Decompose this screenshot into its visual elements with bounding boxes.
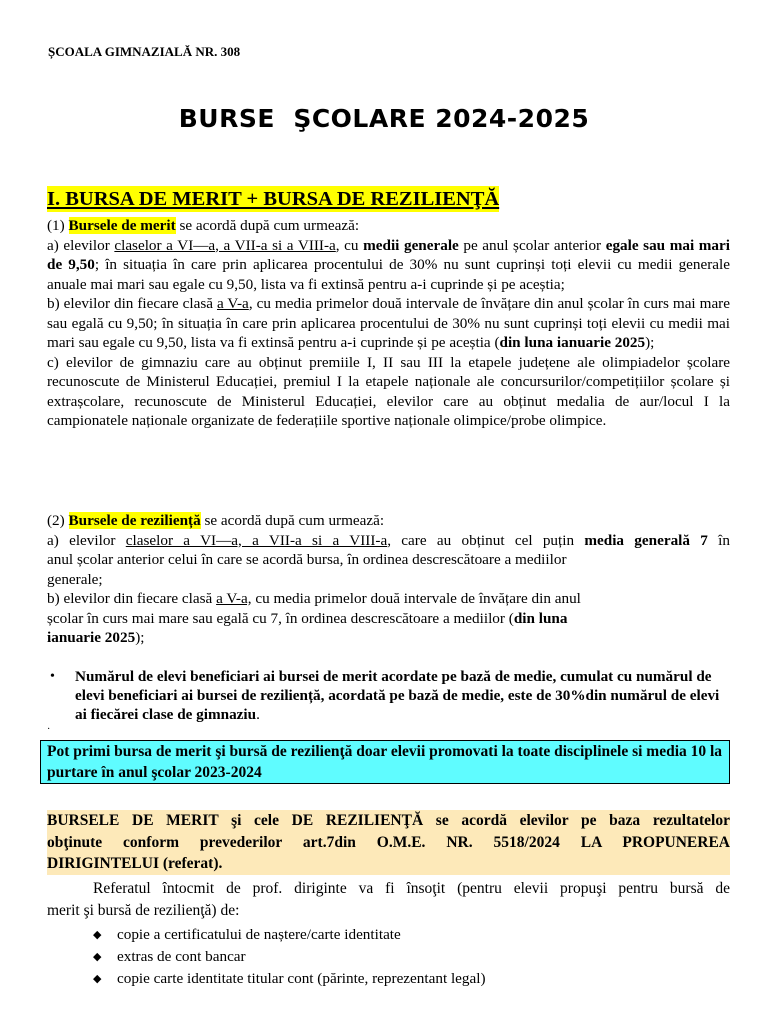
bullet-text: Numărul de elevi beneficiari ai bursei de merit acordate pe bază de medie, cumulat cu numărul de elevi beneficiari ai bursei de reziliență, acordată pe bază de medie, este de 30%din numărul de elevi ai fiecărei clase de gimnaziu. xyxy=(75,668,720,723)
diamond-bullet-icon: ◆ xyxy=(93,929,102,941)
legal-basis-line2: obţinute conform prevederilor art.7din O.M.E. NR. 5518/2024 LA PROPUNEREA xyxy=(47,833,730,851)
bullet-icon: • xyxy=(50,669,55,684)
referat-paragraph xyxy=(47,878,730,921)
list-item: ◆ copie a certificatului de naștere/carte identitate xyxy=(93,924,486,946)
merit-item-c: c) elevilor de gimnaziu care au obținut premiile I, II sau III la etapele județene ale olimpiadelor școlare recunoscute de Ministerul Educației, premiul I la etapele naționale ale concursurilor/competițiilor școlare și extrașcolare, recunoscute de Ministerul Educației, elevilor care au obținut medalia de aur/locul I la campionatele naționale organizate de federațiile sportive naționale olimpice/probe olimpice. xyxy=(47,353,730,429)
referat-line1: Referatul întocmit de prof. diriginte va fi însoţit (pentru elevii propuşi pentru bursă de xyxy=(93,880,730,897)
diamond-bullet-icon: ◆ xyxy=(93,973,102,985)
rezilienta-item-a-line3: generale; xyxy=(47,570,103,588)
rezilienta-item-b-line2: școlar în curs mai mare sau egală cu 7, în ordinea descrescătoare a mediilor (din luna xyxy=(47,609,568,627)
list-item: ◆ copie carte identitate titular cont (părinte, reprezentant legal) xyxy=(93,968,486,990)
rezilienta-item-a: a) elevilor claselor a VI—a, a VII-a si a VIII-a, care au obținut cel puțin media generală 7 în xyxy=(47,531,730,549)
rezilienta-paragraph xyxy=(47,511,730,648)
merit-highlight: Bursele de merit xyxy=(68,217,176,234)
rezilienta-item-a-line2: anul școlar anterior celui în care se acordă bursa, în ordinea descrescătoare a mediilor xyxy=(47,551,567,568)
rezilienta-item-b-line3: ianuarie 2025); xyxy=(47,629,145,646)
eligibility-box: Pot primi bursa de merit şi bursă de rezilienţă doar elevii promovati la toate disciplinele si media 10 la purtare în anul şcolar 2023-2024 xyxy=(40,740,730,784)
merit-intro: (1) Bursele de merit se acordă după cum urmează: xyxy=(47,217,360,234)
legal-basis-line1: BURSELE DE MERIT şi cele DE REZILIENŢĂ se acordă elevilor pe baza rezultatelor xyxy=(47,812,730,829)
list-item: ◆ extras de cont bancar xyxy=(93,946,486,968)
section-title: I. BURSA DE MERIT + BURSA DE REZILIENŢĂ xyxy=(47,188,500,210)
merit-item-a: a) elevilor claselor a VI—a, a VII-a si a VIII-a, cu medii generale pe anul școlar anterior egale sau mai mari de 9,50; în situația în care prin aplicarea procentului de 30% nu sunt cuprinși toți elevii cu medii generale anuale mai mari sau egale cu 9,50, lista va fi extinsă pentru a-i cuprinde și pe aceștia; xyxy=(47,236,730,293)
page-title: BURSE ŞCOLARE 2024-2025 xyxy=(178,104,590,133)
legal-basis-line3: DIRIGINTELUI (referat). xyxy=(47,855,223,872)
merit-item-b: b) elevilor din fiecare clasă a V-a, cu media primelor două intervale de învățare din anul școlar în curs mai mare sau egală cu 9,50; în situația în care prin aplicarea procentului de 30% nu sunt cuprinși toți elevii cu medii mai mari sau egale cu 9,50, lista va fi extinsă pentru a-i cuprinde și pe aceștia (din luna ianuarie 2025); xyxy=(47,295,730,351)
bullet-note xyxy=(47,667,730,724)
diamond-bullet-icon: ◆ xyxy=(93,951,102,963)
merit-paragraph xyxy=(47,216,730,431)
legal-basis-block xyxy=(47,810,730,875)
documents-list xyxy=(93,924,486,990)
rezilienta-item-b: b) elevilor din fiecare clasă a V-a, cu media primelor două intervale de învățare din anul xyxy=(47,590,581,607)
stray-dot: · xyxy=(47,724,51,735)
referat-line2: merit şi bursă de rezilienţă) de: xyxy=(47,901,240,919)
rezilienta-highlight: Bursele de reziliență xyxy=(68,512,201,529)
school-name: ȘCOALA GIMNAZIALĂ NR. 308 xyxy=(48,44,241,59)
rezilienta-intro: (2) Bursele de reziliență se acordă după cum urmează: xyxy=(47,512,385,529)
